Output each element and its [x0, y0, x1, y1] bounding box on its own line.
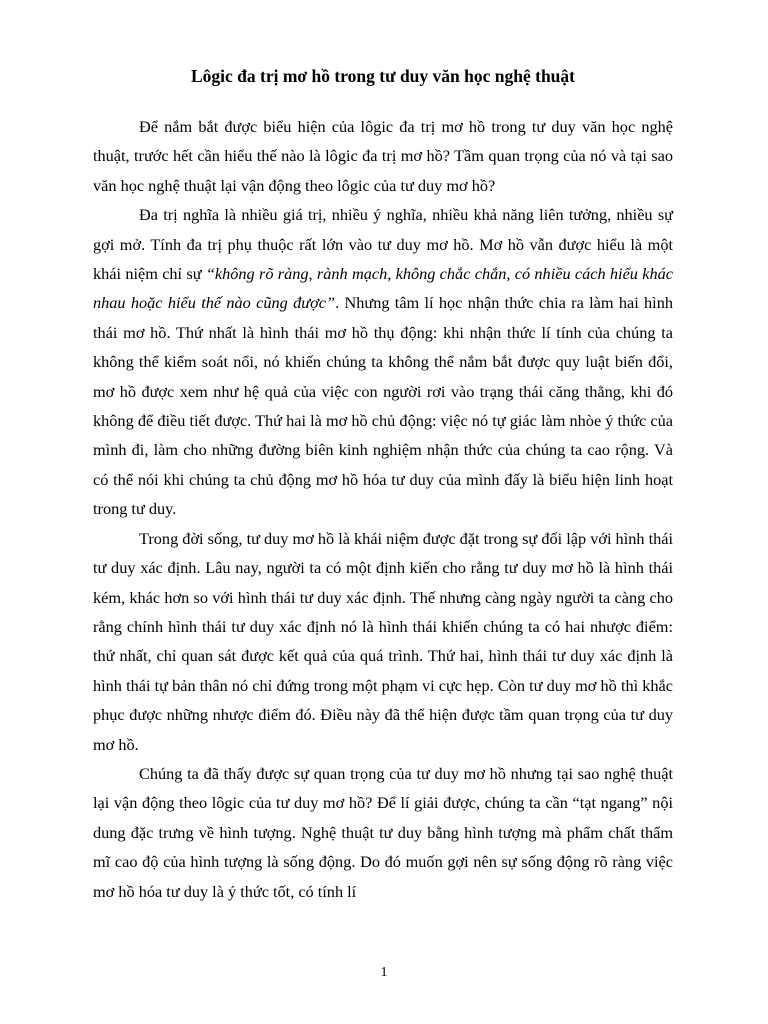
document-page — [93, 64, 673, 906]
paragraph-2-before: Đa trị nghĩa là nhiều giá trị, nhiều ý nghĩa, nhiều khả năng liên tưởng, nhiều sự gợi mở. Tính đa trị phụ thuộc rất lớn vào tư duy mơ hồ. Mơ hồ vẫn được hiểu là một khái niệm chỉ sự — [93, 205, 673, 284]
paragraph-3: Trong đời sống, tư duy mơ hồ là khái niệm được đặt trong sự đối lập với hình thái tư duy xác định. Lâu nay, người ta có một định kiến cho rằng tư duy mơ hồ là hình thái kém, khác hơn so với hình thái tư duy xác định. Thế nhưng càng ngày người ta càng cho rằng chính hình thái tư duy xác định nó là hình thái khiến chúng ta có hai nhược điểm: thứ nhất, chỉ quan sát được kết quả của quá trình. Thứ hai, hình thái tư duy xác định là hình thái tự bản thân nó chỉ đứng trong một phạm vi cực hẹp. Còn tư duy mơ hồ thì khắc phục được những nhược điểm đó. Điều này đã thể hiện được tầm quan trọng của tư duy mơ hồ. — [93, 528, 673, 754]
paragraph-2-quote: “không rõ ràng, rành mạch, không chắc chắn, có nhiều cách hiểu khác nhau hoặc hiểu thế nào cũng được” — [93, 264, 673, 313]
page-number: 1 — [380, 965, 388, 980]
paragraph-2 — [93, 200, 673, 523]
paragraph-1: Để nắm bắt được biểu hiện của lôgic đa trị mơ hồ trong tư duy văn học nghệ thuật, trước hết cần hiểu thế nào là lôgic đa trị mơ hồ? Tầm quan trọng của nó và tại sao văn học nghệ thuật lại vận động theo lôgic của tư duy mơ hồ? — [93, 117, 673, 195]
paragraph-2-after: . Nhưng tâm lí học nhận thức chia ra làm hai hình thái mơ hồ. Thứ nhất là hình thái mơ hồ thụ động: khi nhận thức lí tính của chúng ta không thể kiểm soát nổi, nó khiến chúng ta không thể nắm bắt được quy luật biến đổi, mơ hồ được xem như hệ quả của việc con người rơi vào trạng thái căng thẳng, khi đó không để điều tiết được. Thứ hai là mơ hồ chủ động: việc nó tự giác làm nhòe ý thức của mình đi, làm cho những đường biên kinh nghiệm nhận thức của chúng ta cao rộng. Và có thể nói khi chúng ta chủ động mơ hồ hóa tư duy của mình đấy là biểu hiện linh hoạt trong tư duy. — [93, 293, 673, 519]
paragraph-4: Chúng ta đã thấy được sự quan trọng của tư duy mơ hồ nhưng tại sao nghệ thuật lại vận động theo lôgic của tư duy mơ hồ? Để lí giải được, chúng ta cần “tạt ngang” nội dung đặc trưng về hình tượng. Nghệ thuật tư duy bằng hình tượng mà phẩm chất thẩm mĩ cao độ của hình tượng là sống động. Do đó muốn gợi nên sự sống động rõ ràng việc mơ hồ hóa tư duy là ý thức tốt, có tính lí — [93, 763, 673, 901]
document-title: Lôgic đa trị mơ hồ trong tư duy văn học nghệ thuật — [190, 66, 575, 86]
